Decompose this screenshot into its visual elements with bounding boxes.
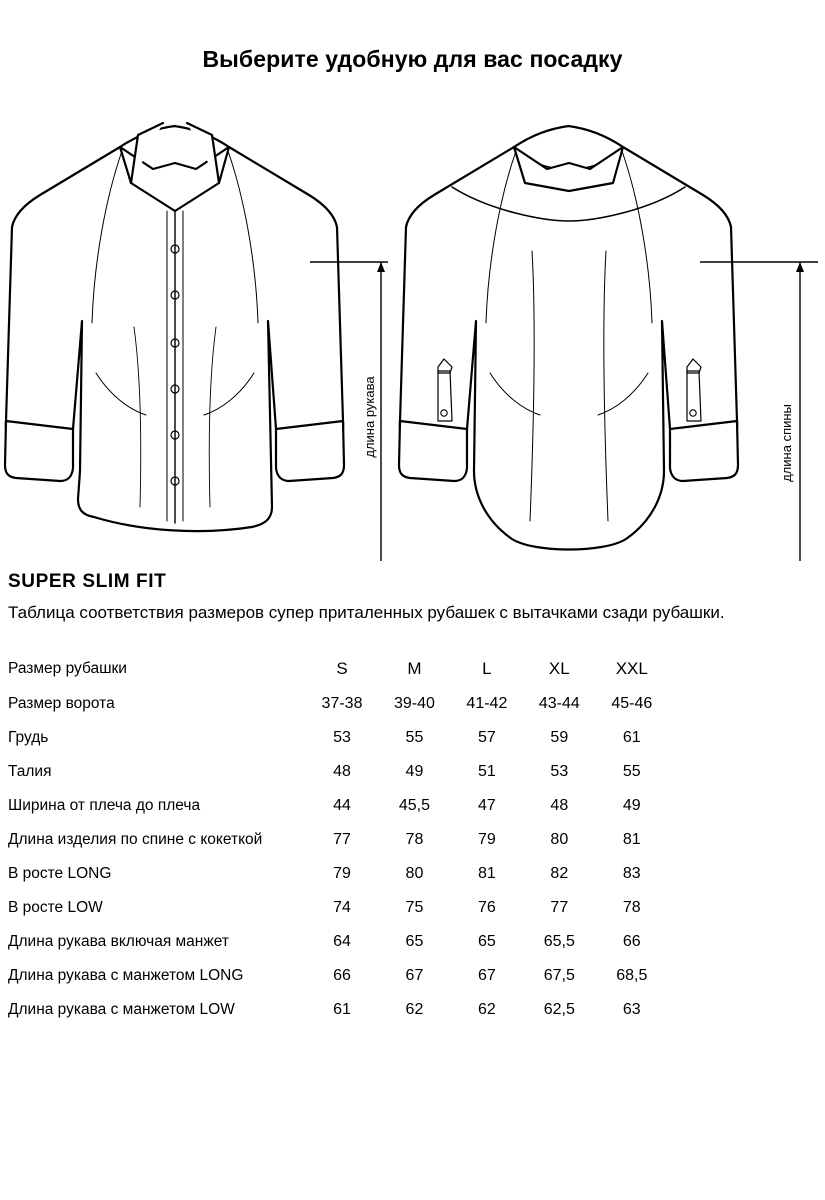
row-value: 75 xyxy=(405,899,424,916)
row-value: 41-42 xyxy=(466,695,508,712)
row-value: 67 xyxy=(405,967,424,984)
table-header-label: Размер рубашки xyxy=(8,660,127,677)
table-row xyxy=(8,993,668,1027)
row-value: 64 xyxy=(333,933,351,950)
row-value: 48 xyxy=(550,797,569,814)
row-value: 53 xyxy=(550,763,569,780)
row-value: 80 xyxy=(550,831,569,848)
table-row xyxy=(8,857,668,891)
row-value: 79 xyxy=(333,865,351,882)
table-row xyxy=(8,789,668,823)
back-length-label: длина спины xyxy=(779,404,794,482)
front-shirt-illustration xyxy=(5,123,344,531)
table-row xyxy=(8,823,668,857)
column-header-xl: XL xyxy=(548,659,570,678)
row-value: 78 xyxy=(622,899,641,916)
row-value: 80 xyxy=(405,865,424,882)
column-header-l: L xyxy=(482,659,492,678)
row-value: 57 xyxy=(477,729,496,746)
row-value: 82 xyxy=(550,865,569,882)
row-label: Длина изделия по спине с кокеткой xyxy=(8,831,263,848)
row-label: Грудь xyxy=(8,729,49,746)
row-label: Ширина от плеча до плеча xyxy=(8,797,201,814)
row-label: Длина рукава включая манжет xyxy=(8,933,229,950)
table-row xyxy=(8,925,668,959)
row-value: 77 xyxy=(550,899,569,916)
row-value: 61 xyxy=(622,729,641,746)
table-header-row xyxy=(8,651,668,687)
row-value: 37-38 xyxy=(321,695,363,712)
row-value: 45,5 xyxy=(398,797,431,814)
row-value: 68,5 xyxy=(616,967,648,984)
row-label: Размер ворота xyxy=(8,695,115,712)
row-value: 49 xyxy=(622,797,641,814)
fit-description: Таблица соответствия размеров супер приталенных рубашек с вытачками сзади рубашки. xyxy=(8,603,725,622)
row-value: 76 xyxy=(477,899,496,916)
row-value: 51 xyxy=(477,763,496,780)
row-label: Талия xyxy=(8,763,52,780)
row-value: 81 xyxy=(477,865,496,882)
row-value: 65,5 xyxy=(543,933,575,950)
fit-name: SUPER SLIM FIT xyxy=(8,571,167,592)
row-value: 65 xyxy=(477,933,496,950)
row-value: 62 xyxy=(405,1001,424,1018)
row-value: 48 xyxy=(333,763,351,780)
row-value: 77 xyxy=(333,831,351,848)
row-value: 83 xyxy=(622,865,641,882)
row-value: 44 xyxy=(333,797,351,814)
row-label: Длина рукава с манжетом LOW xyxy=(8,1001,235,1018)
table-row xyxy=(8,959,668,993)
row-value: 61 xyxy=(333,1001,351,1018)
row-value: 47 xyxy=(477,797,496,814)
sleeve-length-label: длина рукава xyxy=(362,376,377,458)
column-header-xxl: XXL xyxy=(615,659,648,678)
row-value: 79 xyxy=(477,831,496,848)
row-value: 49 xyxy=(405,763,424,780)
row-value: 45-46 xyxy=(611,695,653,712)
row-value: 55 xyxy=(622,763,641,780)
row-value: 53 xyxy=(333,729,351,746)
row-value: 81 xyxy=(622,831,641,848)
row-value: 66 xyxy=(622,933,641,950)
size-table xyxy=(8,651,668,1027)
table-row xyxy=(8,755,668,789)
table-row xyxy=(8,721,668,755)
row-label: В росте LONG xyxy=(8,865,112,882)
row-label: Длина рукава с манжетом LONG xyxy=(8,967,244,984)
table-row xyxy=(8,891,668,925)
shirt-illustrations xyxy=(0,91,825,561)
back-shirt-illustration xyxy=(399,126,738,550)
row-value: 66 xyxy=(333,967,351,984)
column-header-m: M xyxy=(407,659,422,678)
row-value: 39-40 xyxy=(393,695,435,712)
row-value: 59 xyxy=(550,729,569,746)
table-row xyxy=(8,687,668,721)
row-value: 65 xyxy=(405,933,424,950)
row-value: 67,5 xyxy=(543,967,575,984)
column-header-s: S xyxy=(336,659,348,678)
row-value: 74 xyxy=(333,899,351,916)
row-value: 78 xyxy=(405,831,424,848)
row-value: 67 xyxy=(477,967,496,984)
row-value: 55 xyxy=(405,729,424,746)
row-label: В росте LOW xyxy=(8,899,103,916)
row-value: 63 xyxy=(622,1001,641,1018)
row-value: 62 xyxy=(477,1001,496,1018)
row-value: 62,5 xyxy=(543,1001,575,1018)
row-value: 43-44 xyxy=(538,695,580,712)
page-title: Выберите удобную для вас посадку xyxy=(202,46,623,72)
